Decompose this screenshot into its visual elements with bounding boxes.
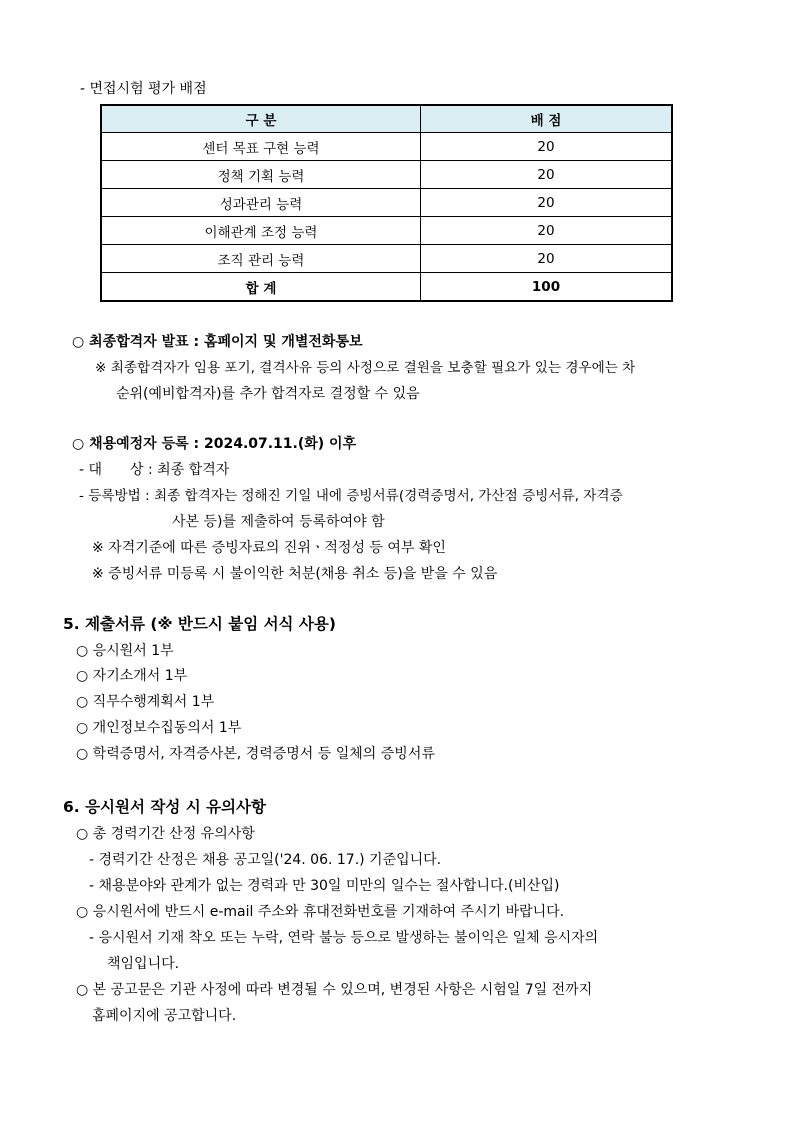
list-item: ○ 응시원서 1부 xyxy=(76,643,174,659)
list-item: ○ 자기소개서 1부 xyxy=(76,668,188,684)
table-row xyxy=(101,217,672,245)
email-title: ○ 응시원서에 반드시 e-mail 주소와 휴대전화번호를 기재하여 주시기 바랍니다. xyxy=(76,904,565,920)
interview-score-title: - 면접시험 평가 배점 xyxy=(80,81,207,97)
row-score: 20 xyxy=(421,217,673,245)
row-item: 정책 기획 능력 xyxy=(101,161,421,189)
row-score: 20 xyxy=(421,133,673,161)
table-row xyxy=(101,189,672,217)
final-pass-note-line1: ※ 최종합격자가 임용 포기, 결격사유 등의 사정으로 결원을 보충할 필요가 있는 경우에는 차 xyxy=(95,360,636,376)
total-score: 100 xyxy=(421,273,673,302)
registration-target: - 대 상 : 최종 합격자 xyxy=(79,462,230,478)
final-pass-title: ○ 최종합격자 발표 : 홈페이지 및 개별전화통보 xyxy=(72,334,363,350)
final-pass-note-line2: 순위(예비합격자)를 추가 합격자로 결정할 수 있음 xyxy=(116,386,420,402)
table-row xyxy=(101,245,672,273)
row-item: 이해관계 조정 능력 xyxy=(101,217,421,245)
table-header-row xyxy=(101,105,672,133)
row-score: 20 xyxy=(421,245,673,273)
list-item: ○ 학력증명서, 자격증사본, 경력증명서 등 일체의 증빙서류 xyxy=(76,746,435,762)
row-score: 20 xyxy=(421,189,673,217)
table-row xyxy=(101,161,672,189)
total-label: 합 계 xyxy=(101,273,421,302)
registration-method-line2: 사본 등)를 제출하여 등록하여야 함 xyxy=(172,514,385,530)
email-note-line2: 책임입니다. xyxy=(107,956,180,972)
career-item-1: - 경력기간 산정은 채용 공고일('24. 06. 17.) 기준입니다. xyxy=(89,852,442,868)
notice-line2: 홈페이지에 공고합니다. xyxy=(92,1008,237,1024)
registration-method-line1: - 등록방법 : 최종 합격자는 정해진 기일 내에 증빙서류(경력증명서, 가산점 증빙서류, 자격증 xyxy=(79,488,623,504)
list-item: ○ 개인정보수집동의서 1부 xyxy=(76,720,242,736)
header-score: 배 점 xyxy=(421,105,673,133)
row-item: 성과관리 능력 xyxy=(101,189,421,217)
registration-title: ○ 채용예정자 등록 : 2024.07.11.(화) 이후 xyxy=(72,436,357,452)
row-item: 조직 관리 능력 xyxy=(101,245,421,273)
section6-heading: 6. 응시원서 작성 시 유의사항 xyxy=(63,798,266,816)
table-row xyxy=(101,133,672,161)
row-item: 센터 목표 구현 능력 xyxy=(101,133,421,161)
notice-line1: ○ 본 공고문은 기관 사정에 따라 변경될 수 있으며, 변경된 사항은 시험일 7일 전까지 xyxy=(76,982,593,998)
interview-score-table xyxy=(100,104,673,302)
table-total-row xyxy=(101,273,672,302)
section5-heading: 5. 제출서류 (※ 반드시 붙임 서식 사용) xyxy=(63,615,336,633)
career-title: ○ 총 경력기간 산정 유의사항 xyxy=(76,826,255,842)
registration-note2: ※ 증빙서류 미등록 시 불이익한 처분(채용 취소 등)을 받을 수 있음 xyxy=(92,566,498,582)
list-item: ○ 직무수행계획서 1부 xyxy=(76,694,215,710)
header-category: 구 분 xyxy=(101,105,421,133)
row-score: 20 xyxy=(421,161,673,189)
email-note-line1: - 응시원서 기재 착오 또는 누락, 연락 불능 등으로 발생하는 불이익은 일체 응시자의 xyxy=(89,930,599,946)
career-item-2: - 채용분야와 관계가 없는 경력과 만 30일 미만의 일수는 절사합니다.(비산입) xyxy=(89,878,560,894)
registration-note1: ※ 자격기준에 따른 증빙자료의 진위ㆍ적정성 등 여부 확인 xyxy=(92,540,446,556)
